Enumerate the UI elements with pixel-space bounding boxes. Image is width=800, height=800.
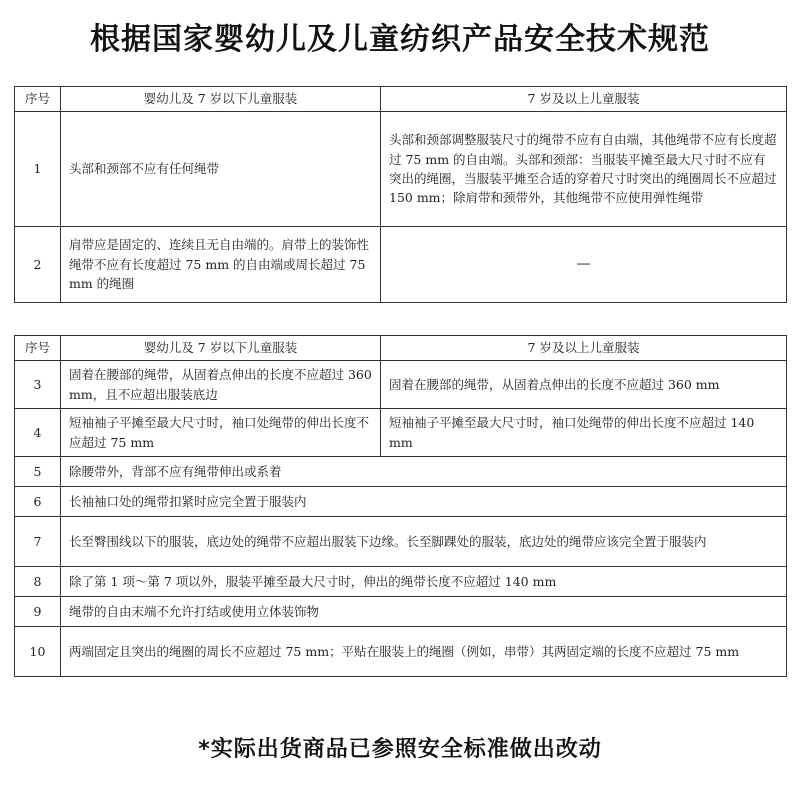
table-row bbox=[15, 409, 787, 457]
standards-table-bottom bbox=[14, 335, 787, 677]
row-number: 10 bbox=[15, 627, 61, 677]
row-number: 4 bbox=[15, 409, 61, 457]
row-number: 3 bbox=[15, 361, 61, 409]
row-number: 9 bbox=[15, 597, 61, 627]
shared-requirement: 长至臀围线以下的服装，底边处的绳带不应超出服装下边缘。长至脚踝处的服装，底边处的绳带应该完全置于服装内 bbox=[61, 517, 787, 567]
table-header-row bbox=[15, 336, 787, 361]
shared-requirement: 除了第 1 项～第 7 项以外，服装平摊至最大尺寸时，伸出的绳带长度不应超过 140 mm bbox=[61, 567, 787, 597]
row-number: 7 bbox=[15, 517, 61, 567]
infant-requirement: 头部和颈部不应有任何绳带 bbox=[61, 112, 381, 227]
table-row bbox=[15, 227, 787, 303]
row-number: 5 bbox=[15, 457, 61, 487]
shared-requirement: 两端固定且突出的绳圈的周长不应超过 75 mm；平贴在服装上的绳圈（例如，串带）其两固定端的长度不应超过 75 mm bbox=[61, 627, 787, 677]
header-older: 7 岁及以上儿童服装 bbox=[381, 336, 787, 361]
table-row bbox=[15, 457, 787, 487]
page-title: 根据国家婴幼儿及儿童纺织产品安全技术规范 bbox=[90, 22, 710, 57]
older-requirement: 固着在腰部的绳带，从固着点伸出的长度不应超过 360 mm bbox=[381, 361, 787, 409]
infant-requirement: 短袖袖子平摊至最大尺寸时，袖口处绳带的伸出长度不应超过 75 mm bbox=[61, 409, 381, 457]
header-infant: 婴幼儿及 7 岁以下儿童服装 bbox=[61, 336, 381, 361]
table-row bbox=[15, 361, 787, 409]
shared-requirement: 长袖袖口处的绳带扣紧时应完全置于服装内 bbox=[61, 487, 787, 517]
table-row bbox=[15, 517, 787, 567]
header-number: 序号 bbox=[15, 87, 61, 112]
header-infant: 婴幼儿及 7 岁以下儿童服装 bbox=[61, 87, 381, 112]
table-row bbox=[15, 112, 787, 227]
footnote: *实际出货商品已参照安全标准做出改动 bbox=[198, 737, 602, 762]
older-requirement: — bbox=[381, 227, 787, 303]
row-number: 2 bbox=[15, 227, 61, 303]
table-row bbox=[15, 487, 787, 517]
table-header-row bbox=[15, 87, 787, 112]
older-requirement: 短袖袖子平摊至最大尺寸时，袖口处绳带的伸出长度不应超过 140 mm bbox=[381, 409, 787, 457]
infant-requirement: 肩带应是固定的、连续且无自由端的。肩带上的装饰性绳带不应有长度超过 75 mm 的自由端或周长超过 75 mm 的绳圈 bbox=[61, 227, 381, 303]
table-row bbox=[15, 597, 787, 627]
infant-requirement: 固着在腰部的绳带，从固着点伸出的长度不应超过 360 mm，且不应超出服装底边 bbox=[61, 361, 381, 409]
row-number: 1 bbox=[15, 112, 61, 227]
row-number: 8 bbox=[15, 567, 61, 597]
shared-requirement: 除腰带外，背部不应有绳带伸出或系着 bbox=[61, 457, 787, 487]
row-number: 6 bbox=[15, 487, 61, 517]
table-row bbox=[15, 627, 787, 677]
header-older: 7 岁及以上儿童服装 bbox=[381, 87, 787, 112]
older-requirement: 头部和颈部调整服装尺寸的绳带不应有自由端，其他绳带不应有长度超过 75 mm 的自由端。头部和颈部：当服装平摊至最大尺寸时不应有突出的绳圈，当服装平摊至合适的穿着尺寸时突出的绳圈周长不应超过 150 mm；除肩带和颈带外，其他绳带不应使用弹性绳带 bbox=[381, 112, 787, 227]
header-number: 序号 bbox=[15, 336, 61, 361]
table-row bbox=[15, 567, 787, 597]
shared-requirement: 绳带的自由末端不允许打结或使用立体装饰物 bbox=[61, 597, 787, 627]
standards-table-top bbox=[14, 86, 787, 303]
